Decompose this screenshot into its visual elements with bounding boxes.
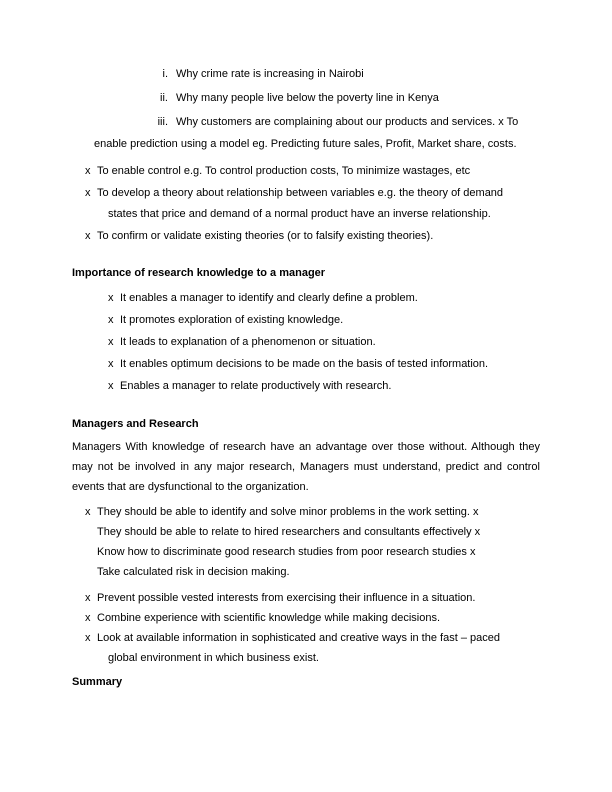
bullet-marker: x — [108, 380, 114, 392]
bullet-marker: x — [85, 612, 91, 624]
list-marker: iii. — [157, 116, 168, 128]
research-questions-list — [72, 62, 540, 134]
bullet-marker: x — [108, 292, 114, 304]
bullet-marker: x — [108, 336, 114, 348]
list-item — [72, 110, 540, 134]
bullet-marker: x — [108, 314, 114, 326]
importance-bullet-list — [72, 287, 540, 397]
bullet-continuation-line: enable prediction using a model eg. Predicting future sales, Profit, Market share, costs. — [94, 138, 517, 150]
bullet-marker: x — [85, 632, 91, 644]
list-marker: ii. — [160, 92, 168, 104]
list-item — [72, 62, 540, 86]
bullet-item — [72, 226, 540, 247]
bullet-item — [72, 375, 540, 397]
bullet-item — [72, 309, 540, 331]
bullet-item — [72, 628, 540, 668]
bullet-marker: x — [85, 165, 91, 177]
bullet-text: It promotes exploration of existing knowledge. — [120, 314, 344, 326]
bullet-text: Look at available information in sophisticated and creative ways in the fast – paced — [97, 632, 500, 644]
block-line: They should be able to relate to hired researchers and consultants effectively x — [97, 526, 481, 538]
section-heading-managers: Managers and Research — [72, 418, 199, 430]
bullet-marker: x — [108, 358, 114, 370]
bullet-marker: x — [85, 230, 91, 242]
bullet-item — [72, 608, 540, 628]
section-heading-summary: Summary — [72, 676, 123, 688]
bullet-marker: x — [85, 187, 91, 199]
bullet-text: It enables a manager to identify and clearly define a problem. — [120, 292, 418, 304]
list-item — [72, 86, 540, 110]
bullet-marker: x — [85, 592, 91, 604]
list-item-text: Why customers are complaining about our products and services. x To — [176, 116, 519, 128]
bullet-text: It enables optimum decisions to be made on the basis of tested information. — [120, 358, 489, 370]
managers-skills-block — [72, 502, 540, 582]
bullet-item — [72, 161, 540, 182]
bullet-text: Prevent possible vested interests from exercising their influence in a situation. — [97, 592, 476, 604]
bullet-text: It leads to explanation of a phenomenon or situation. — [120, 336, 376, 348]
bullet-text: Combine experience with scientific knowledge while making decisions. — [97, 612, 441, 624]
block-line: Know how to discriminate good research studies from poor research studies x — [97, 546, 476, 558]
bullet-item — [72, 331, 540, 353]
section-heading-importance: Importance of research knowledge to a manager — [72, 267, 326, 279]
block-line: Take calculated risk in decision making. — [97, 566, 290, 578]
bullet-item — [72, 287, 540, 309]
bullet-text: To develop a theory about relationship between variables e.g. the theory of demand — [97, 187, 504, 199]
bullet-item — [72, 588, 540, 608]
bullet-text: Enables a manager to relate productively with research. — [120, 380, 392, 392]
bullet-text: To enable control e.g. To control production costs, To minimize wastages, etc — [97, 165, 471, 177]
bullet-item — [72, 183, 540, 225]
managers-bullet-list — [72, 588, 540, 668]
bullet-item — [72, 353, 540, 375]
bullet-text-wrap: global environment in which business exist. — [108, 652, 319, 664]
list-item-text: Why crime rate is increasing in Nairobi — [176, 68, 364, 80]
block-line: They should be able to identify and solve minor problems in the work setting. x — [97, 506, 479, 518]
managers-paragraph: Managers With knowledge of research have an advantage over those without. Although they may not be involved in any major research, Managers must understand, predict and control events that are dysfunctional to the organization. — [72, 441, 540, 493]
bullet-text-wrap: states that price and demand of a normal product have an inverse relationship. — [108, 208, 491, 220]
list-item-text: Why many people live below the poverty line in Kenya — [176, 92, 439, 104]
bullet-text: To confirm or validate existing theories (or to falsify existing theories). — [97, 230, 434, 242]
purpose-bullet-list — [72, 161, 540, 247]
list-marker: i. — [162, 68, 168, 80]
bullet-marker: x — [85, 506, 91, 518]
